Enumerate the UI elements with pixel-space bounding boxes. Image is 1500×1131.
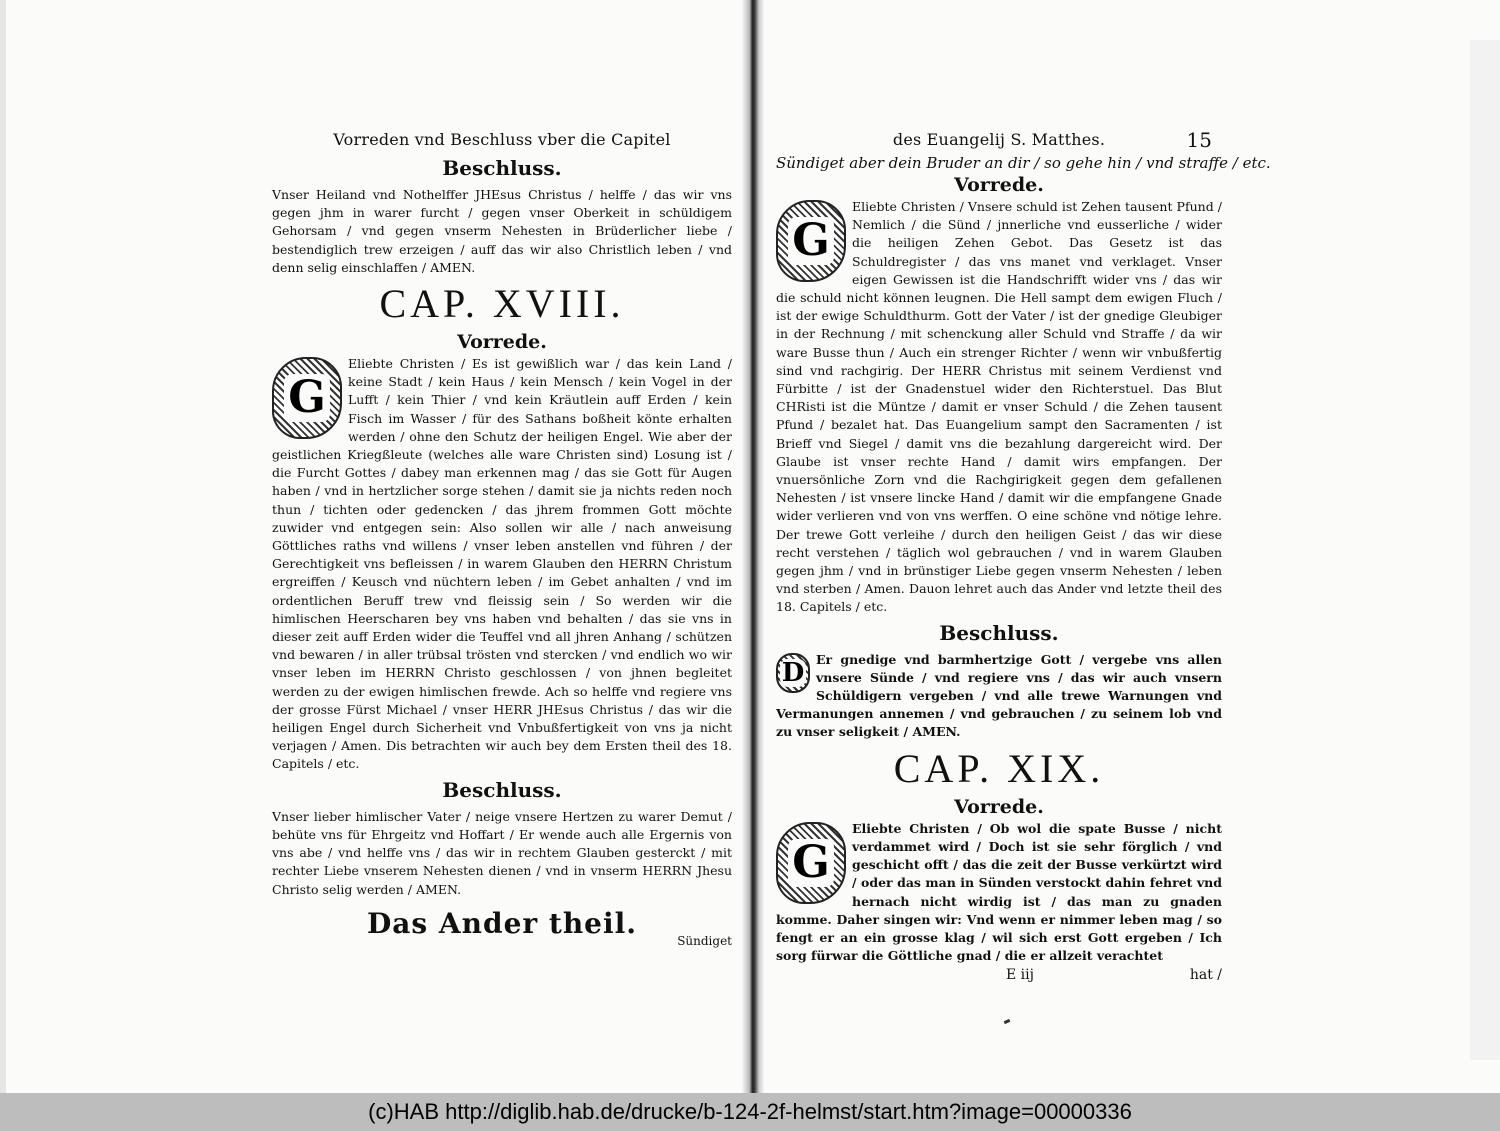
right-vorrede-text: Eliebte Christen / Vnsere schuld ist Zehen tausent Pfund / Nemlich / die Sünd / jnnerliche vnd eusserliche / wider die heiligen Zehen Gebot. Das Gesetz ist das Schuldregister / das vns manet vnd verklaget. Vnser eigen Gewissen ist die Handschrifft wider vns / das wir die schuld nicht können leugnen. Die Hell sampt dem ewigen Fluch / ist der ewige Schuldthurm. Gott der Vater / ist der gnedige Gleubiger in der Rechnung / mit schenckung aller Schuld vnd Straffe / da wir ware Busse thun / Auch ein strenger Richter / wenn wir vnbußfertig sind vnd rachgirig. Der HERR Christus mit seinem Verdienst vnd Fürbitte / ist der Gnadenstuel wider den Richterstuel. Das Blut CHRisti ist die Müntze / damit er vnser Schuld / die Zehen tausent Pfund / bezalet hat. Das Euangelium sampt den Sacramenten / ist Brieff vnd Siegel / damit vns die bezahlung dargereicht wird. Der Glaube ist vnser rechte Hand / damit wirs empfangen. Der vnuersönliche Zorn vnd die Rachgirigkeit gegen dem gefallenen Nehesten / ist vnsere lincke Hand / damit wir die empfangene Gnade wider verlieren vnd von vns werffen. O eine schöne vnd nötige lehre. Der trewe Gott verleihe / durch den heiligen Geist / das wir diese recht verstehen / täglich wol gebrauchen / vnd in warem Glauben gegen jhm / vnd in brünstiger Liebe gegen vnserm Nehesten / leben vnd sterben / Amen. Dauon lehret auch das Ander vnd letzte theil des 18. Capitels / etc. (776, 199, 1222, 615)
right-beschluss-block (776, 651, 1222, 742)
scan-speck (1004, 1019, 1011, 1024)
right-vorrede-block (776, 198, 1222, 617)
decorated-initial-letter: G (284, 374, 330, 422)
left-beschluss-heading: Beschluss. (442, 156, 562, 180)
decorated-initial-g (776, 822, 846, 904)
right-catchword: hat / (1189, 967, 1222, 984)
right-beschluss-text: Er gnedige vnd barmhertzige Gott / vergebe vns allen vnsere Sünde / vnd regiere vns / das wir auch vnsern Schüldigern vergeben / vnd alle trewe Warnungen vnd Vermanungen annemen / vnd gebrauchen / zu seinem lob vnd zu vnser seligkeit / AMEN. (776, 651, 1222, 740)
right-page (776, 128, 1271, 984)
footer-credit: (c)HAB http://diglib.hab.de/drucke/b-124-2f-helmst/start.htm?image=00000336 (368, 1099, 1132, 1124)
book-gutter (741, 0, 765, 1093)
left-vorrede-block (272, 355, 732, 774)
left-vorrede-heading: Vorrede. (457, 331, 547, 354)
right-subtitle: Sündiget aber dein Bruder an dir / so gehe hin / vnd straffe / etc. (776, 154, 1271, 172)
decorated-initial-g (776, 200, 846, 282)
right-vorrede2-text: Eliebte Christen / Ob wol die spate Busse / nicht verdammet wird / Doch ist sie sehr förglich / vnd geschicht offt / das die zeit der Busse verkürtzt wird / oder das man in Sünden verstockt dahin fehret vnd hernach nicht wirdig ist / das man zu gnaden komme. Daher singen wir: Vnd wenn er nimmer leben mag / so fengt er an ein grosse klag / wil sich erst Gott ergeben / Ich sorg fürwar die Göttliche gnad / die er allzeit verachtet (776, 820, 1222, 964)
left-beschluss2-text: Vnser lieber himlischer Vater / neige vnsere Hertzen zu warer Demut / behüte vns für Ehrgeitz vnd Hoffart / Er wende auch alle Ergernis von vns abe / vnd helffe vns / das wir in rechtem Glauben gesterckt / mit rechter Liebe vnserem Nehesten dienen / vnd in vnserm HERRN Jhesu Christo selig werden / AMEN. (272, 808, 732, 897)
left-page (272, 128, 732, 948)
chapter-18-heading: CAP. XVIII. (379, 281, 625, 327)
left-beschluss2-heading: Beschluss. (442, 777, 562, 802)
footer-bar (0, 1093, 1500, 1131)
chapter-19-heading: CAP. XIX. (893, 745, 1105, 791)
right-running-head: des Euangelij S. Matthes. (892, 130, 1106, 149)
left-catchword: Sündiget (677, 933, 732, 948)
decorated-initial-letter: G (788, 839, 834, 887)
decorated-initial-d (776, 653, 810, 693)
left-scan-edge (0, 0, 6, 1093)
ander-theil-heading: Das Ander theil. (366, 906, 638, 940)
left-running-head: Vorreden vnd Beschluss vber die Capitel (333, 130, 671, 149)
signature-mark: E iij (1006, 967, 1034, 984)
decorated-initial-g (272, 357, 342, 439)
decorated-initial-letter: G (788, 217, 834, 265)
right-vorrede2-block (776, 820, 1222, 966)
right-vorrede2-heading: Vorrede. (954, 795, 1044, 818)
left-beschluss-text: Vnser Heiland vnd Nothelffer JHEsus Christus / helffe / das wir vns gegen jhm in warer furcht / gegen vnser Oberkeit in schüldigem Gehorsam / vnd gegen vnserm Nehesten in Brüderlicher liebe / bestendiglich trew erzeigen / auff das wir also Christlich leben / vnd denn selig einschlaffen / AMEN. (272, 187, 732, 275)
folio-number: 15 (1186, 128, 1212, 152)
signature-row (776, 967, 1222, 983)
left-vorrede-text: Eliebte Christen / Es ist gewißlich war / das kein Land / keine Stadt / kein Haus / kein Mensch / kein Vogel in der Lufft / kein Thier / vnd kein Kräutlein auff Erden / kein Fisch im Wasser / für des Sathans boßheit könte erhalten werden / ohne den Schutz der heiligen Engel. Wie aber der geistlichen Kriegßleute (welches alle ware Christen sind) Losung ist / die Furcht Gottes / dabey man erkennen mag / das sie Gott für Augen haben / vnd in hertzlicher sorge stehen / damit sie ja nichts reden noch thun / tichten oder gedencken / das jhrem frommen Gott möchte zuwider vnd entgegen sein: Also sollen wir alle / nach anweisung Göttliches raths vnd willens / vnser leben anstellen vnd führen / der Gerechtigkeit vns befleissen / in warem Glauben den HERRN Christum ergreiffen / Keusch vnd nüchtern leben / im Gebet anhalten / vnd im ordentlichen Beruff trew vnd fleissig sein / So werden wir die himlischen Heerscharen bey vns haben vnd behalten / das sie vns in dieser zeit auff Erden wider die Teuffel vnd all jhren Anhang / schützen vnd bewaren / in aller trübsal trösten vnd stercken / vnd endlich wo wir vnser leben im HERRN Christo geschlossen / von jhnen begleitet werden zu der ewigen himlischen frewde. Ach so helffe vnd regiere vns der grosse Fürst Michael / vnser HERR JHEsus Christus / das wir die heiligen Engel durch Sicherheit vnd Vnbußfertigkeit von vns ja nicht verjagen / Amen. Dis betrachten wir auch bey dem Ersten theil des 18. Capitels / etc. (272, 356, 732, 772)
right-head-row (776, 128, 1222, 152)
right-scan-edge (1470, 40, 1500, 1060)
decorated-initial-letter: D (781, 657, 805, 688)
right-vorrede-heading: Vorrede. (954, 174, 1044, 196)
right-beschluss-heading: Beschluss. (939, 620, 1059, 645)
